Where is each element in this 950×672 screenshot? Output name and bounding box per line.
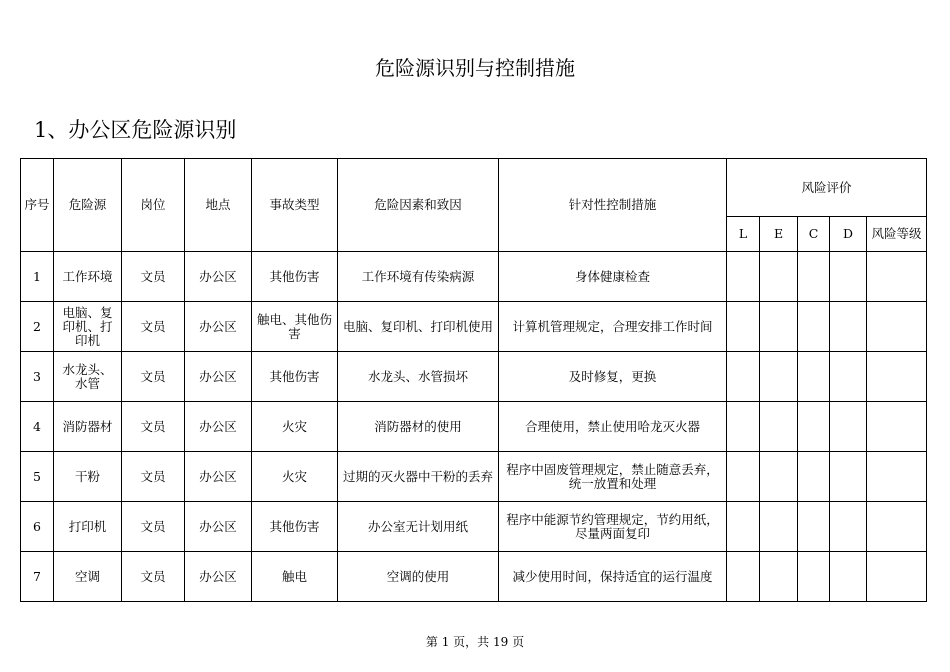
- row-accident-type: 其他伤害: [252, 352, 338, 402]
- table-row: [21, 252, 927, 302]
- row-level: [867, 452, 927, 502]
- row-measures: 程序中能源节约管理规定，节约用纸，尽量两面复印: [499, 502, 727, 552]
- table-row: [21, 302, 927, 352]
- table-row: [21, 452, 927, 502]
- row-measures: 及时修复，更换: [499, 352, 727, 402]
- row-seq: 6: [21, 502, 54, 552]
- row-hazard: 打印机: [54, 502, 122, 552]
- row-seq: 5: [21, 452, 54, 502]
- section-heading: 1、办公区危险源识别: [34, 118, 237, 142]
- row-L: [727, 452, 760, 502]
- row-L: [727, 302, 760, 352]
- row-accident-type: 触电: [252, 552, 338, 602]
- header-measures: 针对性控制措施: [499, 159, 727, 252]
- row-E: [760, 352, 798, 402]
- row-E: [760, 502, 798, 552]
- row-post: 文员: [122, 452, 185, 502]
- row-factors: 办公室无计划用纸: [338, 502, 499, 552]
- row-C: [798, 402, 830, 452]
- row-E: [760, 402, 798, 452]
- row-L: [727, 352, 760, 402]
- row-C: [798, 352, 830, 402]
- row-hazard: 消防器材: [54, 402, 122, 452]
- row-seq: 7: [21, 552, 54, 602]
- table-row: [21, 502, 927, 552]
- row-L: [727, 252, 760, 302]
- row-C: [798, 452, 830, 502]
- row-seq: 1: [21, 252, 54, 302]
- row-C: [798, 552, 830, 602]
- row-factors: 工作环境有传染病源: [338, 252, 499, 302]
- row-E: [760, 452, 798, 502]
- header-location: 地点: [185, 159, 252, 252]
- table-row: [21, 552, 927, 602]
- header-hazard: 危险源: [54, 159, 122, 252]
- row-location: 办公区: [185, 402, 252, 452]
- row-level: [867, 252, 927, 302]
- row-D: [830, 352, 867, 402]
- row-D: [830, 502, 867, 552]
- row-hazard: 电脑、复印机、打印机: [54, 302, 122, 352]
- row-measures: 身体健康检查: [499, 252, 727, 302]
- row-location: 办公区: [185, 252, 252, 302]
- row-accident-type: 火灾: [252, 452, 338, 502]
- row-E: [760, 252, 798, 302]
- header-risk: 风险评价: [727, 159, 927, 217]
- header-post: 岗位: [122, 159, 185, 252]
- row-C: [798, 302, 830, 352]
- row-E: [760, 552, 798, 602]
- row-hazard: 工作环境: [54, 252, 122, 302]
- row-factors: 水龙头、水管损坏: [338, 352, 499, 402]
- row-L: [727, 552, 760, 602]
- row-factors: 消防器材的使用: [338, 402, 499, 452]
- row-L: [727, 502, 760, 552]
- row-D: [830, 402, 867, 452]
- row-factors: 电脑、复印机、打印机使用: [338, 302, 499, 352]
- row-post: 文员: [122, 402, 185, 452]
- row-post: 文员: [122, 352, 185, 402]
- row-level: [867, 402, 927, 452]
- row-seq: 4: [21, 402, 54, 452]
- row-level: [867, 552, 927, 602]
- row-level: [867, 502, 927, 552]
- row-level: [867, 352, 927, 402]
- row-location: 办公区: [185, 502, 252, 552]
- row-factors: 空调的使用: [338, 552, 499, 602]
- header-L: L: [727, 217, 760, 252]
- row-seq: 2: [21, 302, 54, 352]
- row-location: 办公区: [185, 352, 252, 402]
- row-location: 办公区: [185, 552, 252, 602]
- table-row: [21, 352, 927, 402]
- row-L: [727, 402, 760, 452]
- header-factors: 危险因素和致因: [338, 159, 499, 252]
- header-C: C: [798, 217, 830, 252]
- table-header-row: [21, 159, 927, 217]
- row-hazard: 空调: [54, 552, 122, 602]
- row-C: [798, 252, 830, 302]
- table-body: [21, 252, 927, 602]
- header-level: 风险等级: [867, 217, 927, 252]
- row-post: 文员: [122, 302, 185, 352]
- row-accident-type: 其他伤害: [252, 252, 338, 302]
- row-post: 文员: [122, 552, 185, 602]
- row-seq: 3: [21, 352, 54, 402]
- header-accident-type: 事故类型: [252, 159, 338, 252]
- row-accident-type: 火灾: [252, 402, 338, 452]
- row-C: [798, 502, 830, 552]
- row-measures: 合理使用，禁止使用哈龙灭火器: [499, 402, 727, 452]
- page-title: 危险源识别与控制措施: [375, 56, 575, 80]
- row-post: 文员: [122, 502, 185, 552]
- header-E: E: [760, 217, 798, 252]
- row-D: [830, 452, 867, 502]
- row-location: 办公区: [185, 452, 252, 502]
- row-D: [830, 302, 867, 352]
- row-D: [830, 252, 867, 302]
- row-measures: 计算机管理规定，合理安排工作时间: [499, 302, 727, 352]
- row-accident-type: 触电、其他伤害: [252, 302, 338, 352]
- page-footer: 第 1 页，共 19 页: [425, 635, 525, 649]
- row-accident-type: 其他伤害: [252, 502, 338, 552]
- header-D: D: [830, 217, 867, 252]
- row-post: 文员: [122, 252, 185, 302]
- row-D: [830, 552, 867, 602]
- hazard-table: [20, 158, 927, 602]
- header-seq: 序号: [21, 159, 54, 252]
- row-E: [760, 302, 798, 352]
- table-row: [21, 402, 927, 452]
- row-measures: 程序中固废管理规定，禁止随意丢弃，统一放置和处理: [499, 452, 727, 502]
- row-factors: 过期的灭火器中干粉的丢弃: [338, 452, 499, 502]
- row-measures: 减少使用时间，保持适宜的运行温度: [499, 552, 727, 602]
- row-location: 办公区: [185, 302, 252, 352]
- row-hazard: 水龙头、水管: [54, 352, 122, 402]
- row-hazard: 干粉: [54, 452, 122, 502]
- row-level: [867, 302, 927, 352]
